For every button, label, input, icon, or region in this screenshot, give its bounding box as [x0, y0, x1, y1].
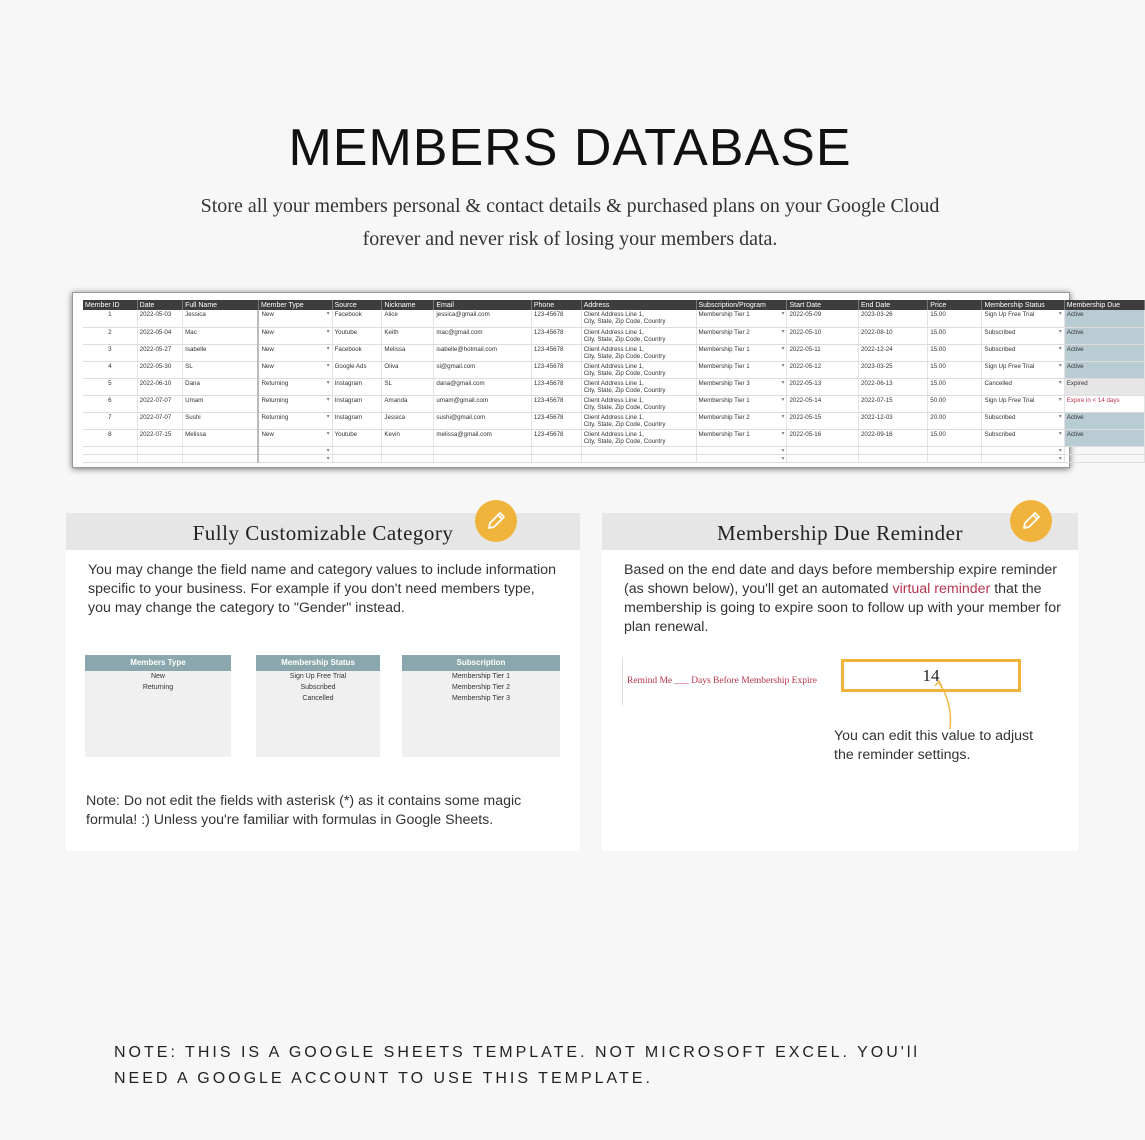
- column-header[interactable]: Member ID: [83, 300, 137, 310]
- table-cell[interactable]: 7: [83, 412, 137, 429]
- table-cell[interactable]: Amanda: [382, 395, 434, 412]
- table-cell[interactable]: [581, 327, 696, 344]
- table-row[interactable]: [83, 412, 1145, 429]
- table-cell[interactable]: [787, 446, 858, 454]
- table-cell[interactable]: 123-45678: [531, 361, 581, 378]
- address-line: City, State, Zip Code, Country: [583, 437, 666, 445]
- table-cell[interactable]: Google Ads: [332, 361, 382, 378]
- table-cell[interactable]: 3: [83, 344, 137, 361]
- column-header[interactable]: Source: [332, 300, 382, 310]
- column-header[interactable]: Membership Due: [1064, 300, 1144, 310]
- table-cell[interactable]: [83, 446, 137, 454]
- curved-arrow-icon: [922, 673, 952, 731]
- column-header[interactable]: End Date: [858, 300, 927, 310]
- table-cell[interactable]: [581, 361, 696, 378]
- card-title: [66, 513, 580, 550]
- table-cell[interactable]: 2022-09-16: [858, 429, 927, 446]
- membership-status-list: [256, 655, 380, 757]
- table-cell[interactable]: mac@gmail.com: [434, 327, 531, 344]
- column-header[interactable]: Phone: [531, 300, 581, 310]
- list-item: Subscribed: [300, 684, 336, 691]
- list-item: Membership Tier 2: [452, 684, 510, 691]
- table-cell[interactable]: Melissa: [183, 429, 259, 446]
- address-line: Client Address Line 1,: [583, 430, 644, 438]
- list-item: Cancelled: [302, 695, 334, 702]
- table-cell[interactable]: [258, 446, 332, 454]
- table-cell[interactable]: Mac: [183, 327, 259, 344]
- members-type-list: [85, 655, 231, 757]
- list-header: Membership Status: [256, 655, 380, 671]
- table-cell[interactable]: 1: [83, 310, 137, 327]
- table-cell[interactable]: [696, 454, 787, 462]
- table-cell[interactable]: 2022-12-03: [858, 412, 927, 429]
- column-header[interactable]: Nickname: [382, 300, 434, 310]
- table-cell[interactable]: 15.00: [928, 327, 982, 344]
- table-cell[interactable]: 5: [83, 378, 137, 395]
- customizable-category-card: [66, 513, 580, 851]
- virtual-reminder-highlight: virtual reminder: [892, 581, 991, 597]
- table-cell[interactable]: SL: [183, 361, 259, 378]
- table-cell[interactable]: [696, 446, 787, 454]
- table-cell[interactable]: [83, 454, 137, 462]
- reminder-hint: You can edit this value to adjust the reminder settings.: [834, 728, 1034, 763]
- table-row[interactable]: [83, 344, 1145, 361]
- table-cell[interactable]: [382, 446, 434, 454]
- table-cell[interactable]: Expire in < 14 days: [1064, 395, 1144, 412]
- membership-due-reminder-card: [602, 513, 1078, 851]
- table-cell[interactable]: 2022-07-15: [858, 395, 927, 412]
- table-cell[interactable]: New ▾: [258, 327, 332, 344]
- list-header: Members Type: [85, 655, 231, 671]
- address-line: City, State, Zip Code, Country: [583, 352, 666, 360]
- table-cell[interactable]: [982, 454, 1064, 462]
- reminder-days-input[interactable]: 14: [841, 659, 1021, 692]
- table-cell[interactable]: Cancelled ▾: [982, 378, 1064, 395]
- column-header[interactable]: Address: [581, 300, 696, 310]
- table-cell[interactable]: Active: [1064, 429, 1144, 446]
- table-cell[interactable]: 15.00: [928, 361, 982, 378]
- table-cell[interactable]: [1064, 446, 1144, 454]
- address-line: City, State, Zip Code, Country: [583, 369, 666, 377]
- table-row[interactable]: [83, 361, 1145, 378]
- table-cell[interactable]: [581, 395, 696, 412]
- page-title: MEMBERS DATABASE: [288, 119, 852, 177]
- table-cell[interactable]: [332, 454, 382, 462]
- table-cell[interactable]: Facebook: [332, 310, 382, 327]
- table-cell[interactable]: [183, 454, 259, 462]
- table-cell[interactable]: sl@gmail.com: [434, 361, 531, 378]
- table-cell[interactable]: Returning ▾: [258, 395, 332, 412]
- table-cell[interactable]: 123-45678: [531, 412, 581, 429]
- table-cell[interactable]: 2022-05-15: [787, 412, 858, 429]
- table-cell[interactable]: 8: [83, 429, 137, 446]
- table-cell[interactable]: 2022-05-04: [137, 327, 182, 344]
- table-cell[interactable]: 123-45678: [531, 344, 581, 361]
- column-header[interactable]: Subscription/Program: [696, 300, 787, 310]
- table-cell[interactable]: [183, 446, 259, 454]
- table-cell[interactable]: [787, 454, 858, 462]
- table-cell[interactable]: sushi@gmail.com: [434, 412, 531, 429]
- address-line: Client Address Line 1,: [583, 345, 644, 353]
- column-header[interactable]: Email: [434, 300, 531, 310]
- table-cell[interactable]: Youtube: [332, 429, 382, 446]
- list-item: New: [150, 673, 165, 680]
- card-body-text: [602, 550, 1078, 637]
- table-cell[interactable]: Sushi: [183, 412, 259, 429]
- table-cell[interactable]: [928, 446, 982, 454]
- table-cell[interactable]: 2023-03-26: [858, 310, 927, 327]
- table-cell[interactable]: 2022-07-15: [137, 429, 182, 446]
- table-cell[interactable]: jessica@gmail.com: [434, 310, 531, 327]
- table-cell[interactable]: Facebook: [332, 344, 382, 361]
- table-cell[interactable]: Youtube: [332, 327, 382, 344]
- table-cell[interactable]: [434, 446, 531, 454]
- table-cell[interactable]: umam@gmail.com: [434, 395, 531, 412]
- table-cell[interactable]: Active: [1064, 327, 1144, 344]
- subscription-list: [402, 655, 560, 757]
- empty-row[interactable]: [83, 446, 1145, 454]
- table-cell[interactable]: Returning ▾: [258, 378, 332, 395]
- table-cell[interactable]: Membership Tier 2 ▾: [696, 412, 787, 429]
- address-line: Client Address Line 1,: [583, 328, 644, 336]
- table-cell[interactable]: Dana: [183, 378, 259, 395]
- table-cell[interactable]: Alice: [382, 310, 434, 327]
- column-header[interactable]: Membership Status: [982, 300, 1064, 310]
- list-header: Subscription: [402, 655, 560, 671]
- table-cell[interactable]: 15.00: [928, 378, 982, 395]
- card-body-text: You may change the field name and category values to include information specific to your business. For example if you don't need members type, you may change the category to "Gender" instead.: [88, 562, 556, 616]
- table-cell[interactable]: Subscribed ▾: [982, 327, 1064, 344]
- card-title-text: Membership Due Reminder: [717, 521, 963, 545]
- table-cell[interactable]: Returning ▾: [258, 412, 332, 429]
- table-row[interactable]: [83, 327, 1145, 344]
- pencil-icon: [1010, 500, 1052, 542]
- table-cell[interactable]: New ▾: [258, 344, 332, 361]
- table-cell[interactable]: Active: [1064, 412, 1144, 429]
- table-cell[interactable]: 123-45678: [531, 310, 581, 327]
- table-cell[interactable]: 50.00: [928, 395, 982, 412]
- table-cell[interactable]: [581, 446, 696, 454]
- table-cell[interactable]: 2022-05-09: [787, 310, 858, 327]
- table-cell[interactable]: Isabelle: [183, 344, 259, 361]
- card-title: [602, 513, 1078, 550]
- address-line: City, State, Zip Code, Country: [583, 335, 666, 343]
- table-cell[interactable]: 15.00: [928, 344, 982, 361]
- table-cell[interactable]: SL: [382, 378, 434, 395]
- list-item: Returning: [142, 684, 174, 691]
- table-cell[interactable]: Umam: [183, 395, 259, 412]
- table-cell[interactable]: [858, 446, 927, 454]
- table-cell[interactable]: Jessica: [382, 412, 434, 429]
- table-cell[interactable]: [581, 310, 696, 327]
- table-cell[interactable]: 2: [83, 327, 137, 344]
- address-line: City, State, Zip Code, Country: [583, 386, 666, 394]
- table-cell[interactable]: Subscribed ▾: [982, 344, 1064, 361]
- pencil-icon: [475, 500, 517, 542]
- list-item: Membership Tier 1: [452, 673, 510, 680]
- table-cell[interactable]: Membership Tier 3 ▾: [696, 378, 787, 395]
- table-cell[interactable]: Subscribed ▾: [982, 429, 1064, 446]
- empty-row[interactable]: [83, 454, 1145, 462]
- address-line: Client Address Line 1,: [583, 311, 644, 318]
- table-cell[interactable]: 2022-06-10: [137, 378, 182, 395]
- table-cell[interactable]: New ▾: [258, 429, 332, 446]
- reminder-label: Remind Me ___ Days Before Membership Expire: [627, 676, 817, 686]
- table-cell[interactable]: Active: [1064, 344, 1144, 361]
- table-cell[interactable]: Sign Up Free Trial ▾: [982, 395, 1064, 412]
- page-subtitle: Store all your members personal & contact details & purchased plans on your Google Cloud forever and never risk of losing your members data.: [200, 195, 940, 250]
- table-cell[interactable]: Membership Tier 2 ▾: [696, 327, 787, 344]
- table-cell[interactable]: 2022-08-10: [858, 327, 927, 344]
- table-cell[interactable]: [332, 446, 382, 454]
- table-cell[interactable]: [1064, 454, 1144, 462]
- table-cell[interactable]: [858, 454, 927, 462]
- table-cell[interactable]: 15.00: [928, 310, 982, 327]
- table-cell[interactable]: 2022-05-14: [787, 395, 858, 412]
- members-table: [83, 300, 1145, 463]
- column-header[interactable]: Start Date: [787, 300, 858, 310]
- table-cell[interactable]: [581, 378, 696, 395]
- table-cell[interactable]: 123-45678: [531, 429, 581, 446]
- column-header[interactable]: Price: [928, 300, 982, 310]
- address-line: Client Address Line 1,: [583, 379, 644, 387]
- table-cell[interactable]: [982, 446, 1064, 454]
- table-cell[interactable]: [581, 412, 696, 429]
- table-cell[interactable]: Membership Tier 1 ▾: [696, 395, 787, 412]
- table-cell[interactable]: 15.00: [928, 429, 982, 446]
- table-cell[interactable]: [531, 446, 581, 454]
- table-cell[interactable]: 2022-05-30: [137, 361, 182, 378]
- table-cell[interactable]: 4: [83, 361, 137, 378]
- table-cell[interactable]: [928, 454, 982, 462]
- table-cell[interactable]: Sign Up Free Trial ▾: [982, 361, 1064, 378]
- table-cell[interactable]: 6: [83, 395, 137, 412]
- table-cell[interactable]: dana@gmail.com: [434, 378, 531, 395]
- table-row[interactable]: [83, 395, 1145, 412]
- table-cell[interactable]: Expired: [1064, 378, 1144, 395]
- table-cell[interactable]: 123-45678: [531, 378, 581, 395]
- table-cell[interactable]: 2022-05-03: [137, 310, 182, 327]
- address-line: Client Address Line 1,: [583, 413, 644, 421]
- address-line: City, State, Zip Code, Country: [583, 318, 666, 325]
- table-cell[interactable]: 2023-03-25: [858, 361, 927, 378]
- table-cell[interactable]: Instagram: [332, 395, 382, 412]
- table-cell[interactable]: 2022-05-16: [787, 429, 858, 446]
- body-text: Based on the end date and days before membership expire reminder (as shown below), you'll get an automated: [624, 562, 1057, 597]
- table-cell[interactable]: 2022-05-13: [787, 378, 858, 395]
- table-cell[interactable]: Membership Tier 1 ▾: [696, 361, 787, 378]
- table-cell[interactable]: 2022-12-24: [858, 344, 927, 361]
- column-header[interactable]: Date: [137, 300, 182, 310]
- table-cell[interactable]: New ▾: [258, 310, 332, 327]
- table-cell[interactable]: Melissa: [382, 344, 434, 361]
- table-cell[interactable]: Membership Tier 1 ▾: [696, 344, 787, 361]
- table-cell[interactable]: 2022-05-10: [787, 327, 858, 344]
- table-cell[interactable]: New ▾: [258, 361, 332, 378]
- column-header[interactable]: Full Name: [183, 300, 259, 310]
- table-cell[interactable]: [581, 344, 696, 361]
- table-cell[interactable]: Sign Up Free Trial ▾: [982, 310, 1064, 327]
- table-cell[interactable]: Active: [1064, 310, 1144, 327]
- table-row[interactable]: [83, 429, 1145, 446]
- table-cell[interactable]: Instagram: [332, 378, 382, 395]
- table-cell[interactable]: 123-45678: [531, 395, 581, 412]
- table-cell[interactable]: Keith: [382, 327, 434, 344]
- table-cell[interactable]: [137, 454, 182, 462]
- table-cell[interactable]: 2022-05-12: [787, 361, 858, 378]
- table-cell[interactable]: [137, 446, 182, 454]
- list-item: Sign Up Free Trial: [289, 673, 347, 680]
- table-cell[interactable]: isabelle@hotmail.com: [434, 344, 531, 361]
- table-cell[interactable]: [581, 454, 696, 462]
- reminder-setting: [622, 657, 1068, 705]
- table-cell[interactable]: Instagram: [332, 412, 382, 429]
- table-cell[interactable]: [258, 454, 332, 462]
- table-cell[interactable]: Membership Tier 1 ▾: [696, 310, 787, 327]
- google-sheets-note: NOTE: THIS IS A GOOGLE SHEETS TEMPLATE. NOT MICROSOFT EXCEL. YOU'll NEED A GOOGLE ACCOUNT TO USE THIS TEMPLATE.: [114, 1044, 920, 1087]
- table-cell[interactable]: Jessica: [183, 310, 259, 327]
- address-line: Client Address Line 1,: [583, 362, 644, 370]
- table-cell[interactable]: 123-45678: [531, 327, 581, 344]
- table-row[interactable]: [83, 310, 1145, 327]
- table-cell[interactable]: Active: [1064, 361, 1144, 378]
- table-cell[interactable]: 2022-06-13: [858, 378, 927, 395]
- table-cell[interactable]: 2022-07-07: [137, 412, 182, 429]
- address-line: City, State, Zip Code, Country: [583, 403, 666, 411]
- body-text: that the membership is going to expire soon to follow up with your member for plan renewal.: [624, 581, 1061, 635]
- column-header[interactable]: Member Type: [258, 300, 332, 310]
- table-cell[interactable]: 2022-07-07: [137, 395, 182, 412]
- table-cell[interactable]: 2022-05-11: [787, 344, 858, 361]
- members-spreadsheet: [72, 292, 1121, 468]
- table-cell[interactable]: 20.00: [928, 412, 982, 429]
- table-cell[interactable]: [434, 454, 531, 462]
- table-cell[interactable]: Subscribed ▾: [982, 412, 1064, 429]
- list-item: Membership Tier 3: [452, 695, 510, 702]
- address-line: Client Address Line 1,: [583, 396, 644, 404]
- table-cell[interactable]: [531, 454, 581, 462]
- table-row[interactable]: [83, 378, 1145, 395]
- table-cell[interactable]: melissa@gmail.com: [434, 429, 531, 446]
- address-line: City, State, Zip Code, Country: [583, 420, 666, 428]
- table-cell[interactable]: 2022-05-27: [137, 344, 182, 361]
- table-cell[interactable]: Oliva: [382, 361, 434, 378]
- table-cell[interactable]: Kevin: [382, 429, 434, 446]
- table-cell[interactable]: [581, 429, 696, 446]
- table-header-row: [83, 300, 1145, 310]
- formula-note: Note: Do not edit the fields with asterisk (*) as it contains some magic formula! :) Unless you're familiar with formulas in Google Sheets.: [86, 793, 522, 828]
- table-cell[interactable]: [382, 454, 434, 462]
- card-title-text: Fully Customizable Category: [192, 521, 454, 545]
- table-cell[interactable]: Membership Tier 1 ▾: [696, 429, 787, 446]
